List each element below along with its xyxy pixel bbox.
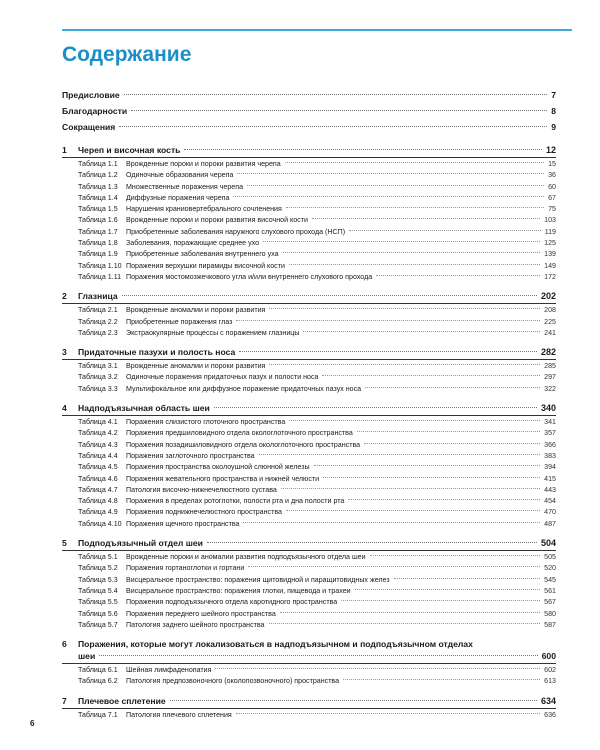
- table-entry[interactable]: [62, 273, 556, 284]
- table-entry[interactable]: [62, 486, 556, 497]
- entry-page: 9: [551, 122, 556, 132]
- table-entry[interactable]: [62, 475, 556, 486]
- table-title: Патология предпозвоночного (околопозвоночного) пространства: [126, 677, 340, 686]
- table-entry[interactable]: [62, 677, 556, 688]
- table-entry[interactable]: [62, 463, 556, 474]
- dot-leader: [303, 331, 540, 332]
- chapter-title: Поражения, которые могут локализоваться в надподъязычном и подподъязычном отделах: [78, 639, 473, 650]
- table-label: [62, 262, 285, 270]
- table-label: [62, 418, 285, 426]
- table-id: Таблица 4.4: [78, 451, 118, 460]
- table-title: Патология плечевого сплетения: [126, 710, 232, 719]
- table-title: Поражения заглоточного пространства: [126, 451, 255, 460]
- dot-leader: [184, 149, 542, 150]
- dot-leader: [394, 578, 541, 579]
- table-id: Таблица 1.11: [78, 272, 122, 281]
- table-id: Таблица 2.1: [78, 306, 118, 315]
- table-label: [62, 564, 244, 572]
- table-label: [62, 553, 366, 561]
- dot-leader: [286, 207, 544, 208]
- table-id: Таблица 4.1: [78, 418, 118, 427]
- chapter-number: 6: [62, 639, 67, 650]
- table-page: 587: [544, 620, 556, 629]
- table-page: 119: [544, 227, 556, 236]
- chapter-label: [62, 696, 166, 706]
- dot-leader: [357, 431, 540, 432]
- dot-leader: [289, 420, 540, 421]
- table-title: Шейная лимфаденопатия: [126, 666, 212, 675]
- table-id: Таблица 6.1: [78, 666, 118, 675]
- dot-leader: [312, 218, 540, 219]
- table-label: [62, 463, 310, 471]
- chapter-title: Череп и височная кость: [78, 145, 181, 155]
- dot-leader: [348, 499, 540, 500]
- table-label: [62, 194, 229, 202]
- chapter-page: 282: [540, 347, 556, 358]
- chapter-heading-line: [62, 651, 556, 664]
- dot-leader: [99, 655, 537, 656]
- chapter-page: 634: [540, 695, 556, 706]
- table-id: Таблица 4.8: [78, 497, 118, 506]
- dot-leader: [322, 375, 540, 376]
- table-page: 454: [544, 497, 556, 506]
- dot-leader: [122, 295, 537, 296]
- chapter-title: Подподъязычный отдел шеи: [78, 538, 203, 549]
- table-page: 60: [548, 182, 556, 191]
- table-page: 505: [544, 553, 556, 562]
- table-id: Таблица 6.2: [78, 677, 118, 686]
- table-title: Поражения предшиловидного отдела окологлоточного пространства: [126, 429, 353, 438]
- chapter-number: 2: [62, 291, 67, 302]
- table-id: Таблица 5.7: [78, 620, 118, 629]
- chapter-heading-line: [62, 639, 556, 651]
- table-entry[interactable]: [62, 610, 556, 621]
- table-label: [62, 318, 232, 326]
- table-entry[interactable]: [62, 598, 556, 609]
- chapter-tables: [62, 666, 556, 689]
- table-entry[interactable]: [62, 205, 556, 216]
- table-id: Таблица 4.7: [78, 485, 118, 494]
- entry-title: Предисловие: [62, 90, 120, 100]
- table-title: Множественные поражения черепа: [126, 182, 244, 191]
- dot-leader: [239, 351, 537, 352]
- table-entry[interactable]: [62, 508, 556, 519]
- header-rule: [62, 29, 572, 31]
- table-entry[interactable]: [62, 216, 556, 227]
- dot-leader: [283, 252, 541, 253]
- dot-leader: [131, 110, 547, 111]
- table-id: Таблица 4.5: [78, 463, 118, 472]
- dot-leader: [341, 600, 540, 601]
- dot-leader: [365, 387, 540, 388]
- table-label: [62, 576, 390, 584]
- table-page: 297: [544, 373, 556, 382]
- table-label: [62, 228, 345, 236]
- chapter-number: 1: [62, 145, 67, 155]
- table-label: [62, 486, 277, 494]
- table-label: [62, 362, 265, 370]
- dot-leader: [370, 555, 541, 556]
- dot-leader: [170, 700, 537, 701]
- table-page: 561: [544, 586, 556, 595]
- chapters: [62, 145, 556, 722]
- dot-leader: [269, 623, 541, 624]
- chapter-number: 7: [62, 695, 67, 706]
- table-id: Таблица 3.2: [78, 373, 118, 382]
- chapter-page: 600: [541, 651, 556, 662]
- table-title: Врожденные аномалии и пороки развития: [126, 362, 266, 371]
- table-label: [62, 273, 372, 281]
- dot-leader: [247, 185, 544, 186]
- dot-leader: [286, 510, 540, 511]
- table-page: 357: [544, 429, 556, 438]
- table-id: Таблица 1.7: [78, 227, 118, 236]
- entry-title: Благодарности: [62, 106, 128, 116]
- table-entry[interactable]: [62, 183, 556, 194]
- table-page: 613: [544, 677, 556, 686]
- chapter-label: [62, 347, 235, 357]
- dot-leader: [243, 522, 540, 523]
- chapter-tables: [62, 711, 556, 722]
- table-id: Таблица 4.3: [78, 440, 118, 449]
- table-page: 602: [544, 666, 556, 675]
- table-label: [62, 711, 232, 719]
- table-entry[interactable]: [62, 429, 556, 440]
- table-label: [62, 666, 211, 674]
- chapter-heading[interactable]: [62, 538, 556, 551]
- table-page: 394: [544, 463, 556, 472]
- table-of-contents: [62, 90, 556, 722]
- table-page: 470: [544, 508, 556, 517]
- dot-leader: [281, 488, 540, 489]
- entry-title: Сокращения: [62, 122, 116, 132]
- table-title: Врожденные пороки и пороки развития височной кости: [126, 216, 308, 225]
- table-label: [62, 216, 308, 224]
- table-entry[interactable]: [62, 250, 556, 261]
- table-label: [62, 160, 281, 168]
- table-label: [62, 598, 337, 606]
- table-title: Одиночные образования черепа: [126, 171, 234, 180]
- table-title: Врожденные аномалии и пороки развития: [126, 306, 266, 315]
- table-title: Поражения в пределах ротоглотки, полости рта и дна полости рта: [126, 497, 345, 506]
- table-title: Поражения пространства околоушной слюнной железы: [126, 463, 310, 472]
- toc-entry[interactable]: [62, 122, 556, 138]
- table-page: 383: [544, 451, 556, 460]
- dot-leader: [314, 465, 541, 466]
- chapter-page: 202: [540, 291, 556, 302]
- table-title: Поражения подподъязычного отдела каротидного пространства: [126, 598, 338, 607]
- table-title: Патология заднего шейного пространства: [126, 620, 265, 629]
- dot-leader: [237, 173, 544, 174]
- table-title: Нарушения краниовертебрального сочленения: [126, 205, 282, 214]
- entry-page: 8: [551, 106, 556, 116]
- table-page: 75: [548, 205, 556, 214]
- table-entry[interactable]: [62, 194, 556, 205]
- table-page: 567: [544, 598, 556, 607]
- table-title: Поражения переднего шейного пространства: [126, 609, 276, 618]
- table-id: Таблица 4.6: [78, 474, 118, 483]
- chapter-number: 5: [62, 538, 67, 549]
- table-label: [62, 373, 318, 381]
- table-page: 36: [548, 171, 556, 180]
- table-id: Таблица 2.3: [78, 328, 118, 337]
- table-label: [62, 610, 276, 618]
- table-id: Таблица 1.9: [78, 250, 118, 259]
- table-id: Таблица 7.1: [78, 710, 118, 719]
- chapter-page: 340: [540, 403, 556, 414]
- table-title: Поражения гортаноглотки и гортани: [126, 564, 245, 573]
- table-entry[interactable]: [62, 666, 556, 677]
- table-title: Поражения жевательного пространства и нижней челюсти: [126, 474, 320, 483]
- dot-leader: [376, 275, 540, 276]
- chapter-heading[interactable]: [62, 696, 556, 709]
- table-id: Таблица 4.2: [78, 429, 118, 438]
- table-title: Висцеральное пространство: поражения глотки, пищевода и трахеи: [126, 586, 351, 595]
- table-entry[interactable]: [62, 318, 556, 329]
- dot-leader: [236, 320, 540, 321]
- table-entry[interactable]: [62, 497, 556, 508]
- chapter-tables: [62, 306, 556, 340]
- table-page: 580: [544, 609, 556, 618]
- table-title: Поражения поднижнечелюстного пространства: [126, 508, 282, 517]
- chapter-page: 504: [540, 538, 556, 549]
- dot-leader: [269, 308, 540, 309]
- table-label: [62, 677, 339, 685]
- dot-leader: [119, 126, 547, 127]
- chapter-title: шеи: [78, 651, 96, 662]
- dot-leader: [215, 668, 540, 669]
- dot-leader: [323, 477, 540, 478]
- table-label: [62, 508, 282, 516]
- table-entry[interactable]: [62, 520, 556, 531]
- table-page: 443: [544, 485, 556, 494]
- table-title: Поражения мостомозжечкового угла и/или внутреннего слухового прохода: [126, 272, 373, 281]
- chapter-label: [62, 145, 180, 155]
- table-label: [62, 429, 353, 437]
- table-title: Одиночные поражения придаточных пазух и полости носа: [126, 373, 319, 382]
- table-page: 139: [544, 250, 556, 259]
- chapter-heading[interactable]: [62, 347, 556, 360]
- table-entry[interactable]: [62, 329, 556, 340]
- chapter-heading[interactable]: [62, 639, 556, 664]
- table-label: [62, 329, 299, 337]
- table-page: 366: [544, 440, 556, 449]
- table-label: [62, 621, 265, 629]
- table-title: Поражения верхушки пирамиды височной кости: [126, 261, 285, 270]
- table-entry[interactable]: [62, 452, 556, 463]
- table-id: Таблица 5.5: [78, 598, 118, 607]
- table-title: Патология височно-нижнечелюстного сустава: [126, 485, 277, 494]
- table-title: Приобретенные поражения глаз: [126, 317, 233, 326]
- table-label: [62, 452, 255, 460]
- table-page: 208: [544, 306, 556, 315]
- table-label: [62, 587, 351, 595]
- dot-leader: [207, 542, 537, 543]
- dot-leader: [269, 364, 540, 365]
- table-page: 636: [544, 710, 556, 719]
- table-entry[interactable]: [62, 385, 556, 396]
- table-label: [62, 205, 282, 213]
- table-id: Таблица 1.1: [78, 160, 118, 168]
- table-id: Таблица 3.3: [78, 384, 118, 393]
- table-page: 103: [544, 216, 556, 225]
- table-title: Висцеральное пространство: поражения щитовидной и паращитовидных желез: [126, 575, 390, 584]
- table-entry[interactable]: [62, 362, 556, 373]
- toc-entry[interactable]: [62, 106, 556, 122]
- table-page: 67: [548, 193, 556, 202]
- table-id: Таблица 5.6: [78, 609, 118, 618]
- dot-leader: [364, 443, 540, 444]
- table-page: 341: [544, 418, 556, 427]
- dot-leader: [343, 679, 540, 680]
- table-label: [62, 441, 360, 449]
- table-id: Таблица 5.2: [78, 564, 118, 573]
- table-id: Таблица 1.8: [78, 239, 118, 248]
- table-page: 520: [544, 564, 556, 573]
- chapter-tables: [62, 362, 556, 396]
- table-id: Таблица 5.1: [78, 553, 118, 562]
- table-id: Таблица 1.6: [78, 216, 118, 225]
- chapter-title: Надподъязычная область шеи: [78, 403, 210, 414]
- dot-leader: [214, 407, 537, 408]
- table-label: [62, 385, 361, 393]
- table-id: Таблица 1.4: [78, 193, 118, 202]
- dot-leader: [349, 230, 541, 231]
- table-id: Таблица 1.10: [78, 261, 122, 270]
- table-entry[interactable]: [62, 576, 556, 587]
- chapter-tables: [62, 418, 556, 531]
- table-entry[interactable]: [62, 239, 556, 250]
- dot-leader: [355, 589, 541, 590]
- dot-leader: [124, 94, 548, 95]
- table-id: Таблица 1.5: [78, 205, 118, 214]
- table-label: [62, 250, 279, 258]
- table-entry[interactable]: [62, 262, 556, 273]
- table-entry[interactable]: [62, 553, 556, 564]
- table-title: Поражения щечного пространства: [126, 519, 240, 528]
- table-title: Диффузные поражения черепа: [126, 193, 230, 202]
- table-page: 149: [544, 261, 556, 270]
- table-entry[interactable]: [62, 373, 556, 384]
- table-title: Заболевания, поражающие среднее ухо: [126, 239, 260, 248]
- dot-leader: [280, 612, 540, 613]
- table-entry[interactable]: [62, 621, 556, 632]
- table-label: [62, 183, 243, 191]
- table-page: 487: [544, 519, 556, 528]
- table-page: 285: [544, 362, 556, 371]
- dot-leader: [236, 713, 540, 714]
- table-page: 125: [544, 239, 556, 248]
- chapter-page: 12: [545, 145, 556, 155]
- table-label: [62, 306, 265, 314]
- table-page: 322: [544, 384, 556, 393]
- table-entry[interactable]: [62, 306, 556, 317]
- chapter-heading[interactable]: [62, 291, 556, 304]
- chapter-tables: [62, 553, 556, 632]
- chapter-label: [62, 291, 118, 301]
- table-label: [62, 475, 319, 483]
- table-id: Таблица 3.1: [78, 362, 118, 371]
- table-entry[interactable]: [62, 228, 556, 239]
- table-label: [62, 497, 344, 505]
- table-id: Таблица 2.2: [78, 317, 118, 326]
- chapter-title: Придаточные пазухи и полость носа: [78, 347, 236, 358]
- table-entry[interactable]: [62, 441, 556, 452]
- chapter-tables: [62, 160, 556, 284]
- table-id: Таблица 5.4: [78, 586, 118, 595]
- chapter-heading[interactable]: [62, 403, 556, 416]
- table-title: Врожденные пороки и пороки развития черепа: [126, 160, 281, 168]
- table-id: Таблица 1.3: [78, 182, 118, 191]
- table-page: 241: [544, 328, 556, 337]
- table-page: 225: [544, 317, 556, 326]
- table-title: Приобретенные заболевания наружного слухового прохода (НСП): [126, 227, 346, 236]
- table-title: Экстраокулярные процессы с поражением глазницы: [126, 328, 300, 337]
- table-label: [62, 520, 239, 528]
- table-entry[interactable]: [62, 564, 556, 575]
- table-page: 415: [544, 474, 556, 483]
- chapter-heading[interactable]: [62, 145, 556, 158]
- table-entry[interactable]: [62, 711, 556, 722]
- table-id: Таблица 5.3: [78, 575, 118, 584]
- dot-leader: [259, 454, 541, 455]
- chapter-number: 3: [62, 347, 67, 358]
- table-label: [62, 239, 259, 247]
- table-title: Поражения позадишиловидного отдела окологлоточного пространства: [126, 440, 361, 449]
- toc-entry[interactable]: [62, 90, 556, 106]
- front-matter: [62, 90, 556, 138]
- table-title: Поражения слизистого глоточного пространства: [126, 418, 286, 427]
- page-title: Содержание: [62, 43, 192, 66]
- entry-page: 7: [551, 90, 556, 100]
- dot-leader: [289, 264, 540, 265]
- table-entry[interactable]: [62, 160, 556, 171]
- chapter-title: Глазница: [78, 291, 118, 302]
- dot-leader: [248, 566, 540, 567]
- table-id: Таблица 1.2: [78, 171, 118, 180]
- table-page: 545: [544, 575, 556, 584]
- chapter-number: 4: [62, 403, 67, 414]
- table-id: Таблица 4.10: [78, 519, 122, 528]
- table-entry[interactable]: [62, 418, 556, 429]
- dot-leader: [263, 241, 540, 242]
- table-title: Приобретенные заболевания внутреннего уха: [126, 250, 279, 259]
- chapter-label: [62, 403, 210, 413]
- table-page: 15: [548, 160, 556, 168]
- chapter-label: [62, 538, 203, 548]
- dot-leader: [285, 162, 544, 163]
- table-title: Врожденные пороки и аномалии развития подподъязычного отдела шеи: [126, 553, 366, 562]
- table-id: Таблица 4.9: [78, 508, 118, 517]
- table-label: [62, 171, 233, 179]
- page-number: 6: [30, 719, 35, 728]
- table-title: Мультифокальное или диффузное поражение придаточных пазух носа: [126, 384, 362, 393]
- dot-leader: [233, 196, 544, 197]
- table-entry[interactable]: [62, 171, 556, 182]
- chapter-title: Плечевое сплетение: [78, 695, 166, 706]
- table-entry[interactable]: [62, 587, 556, 598]
- table-page: 172: [544, 272, 556, 281]
